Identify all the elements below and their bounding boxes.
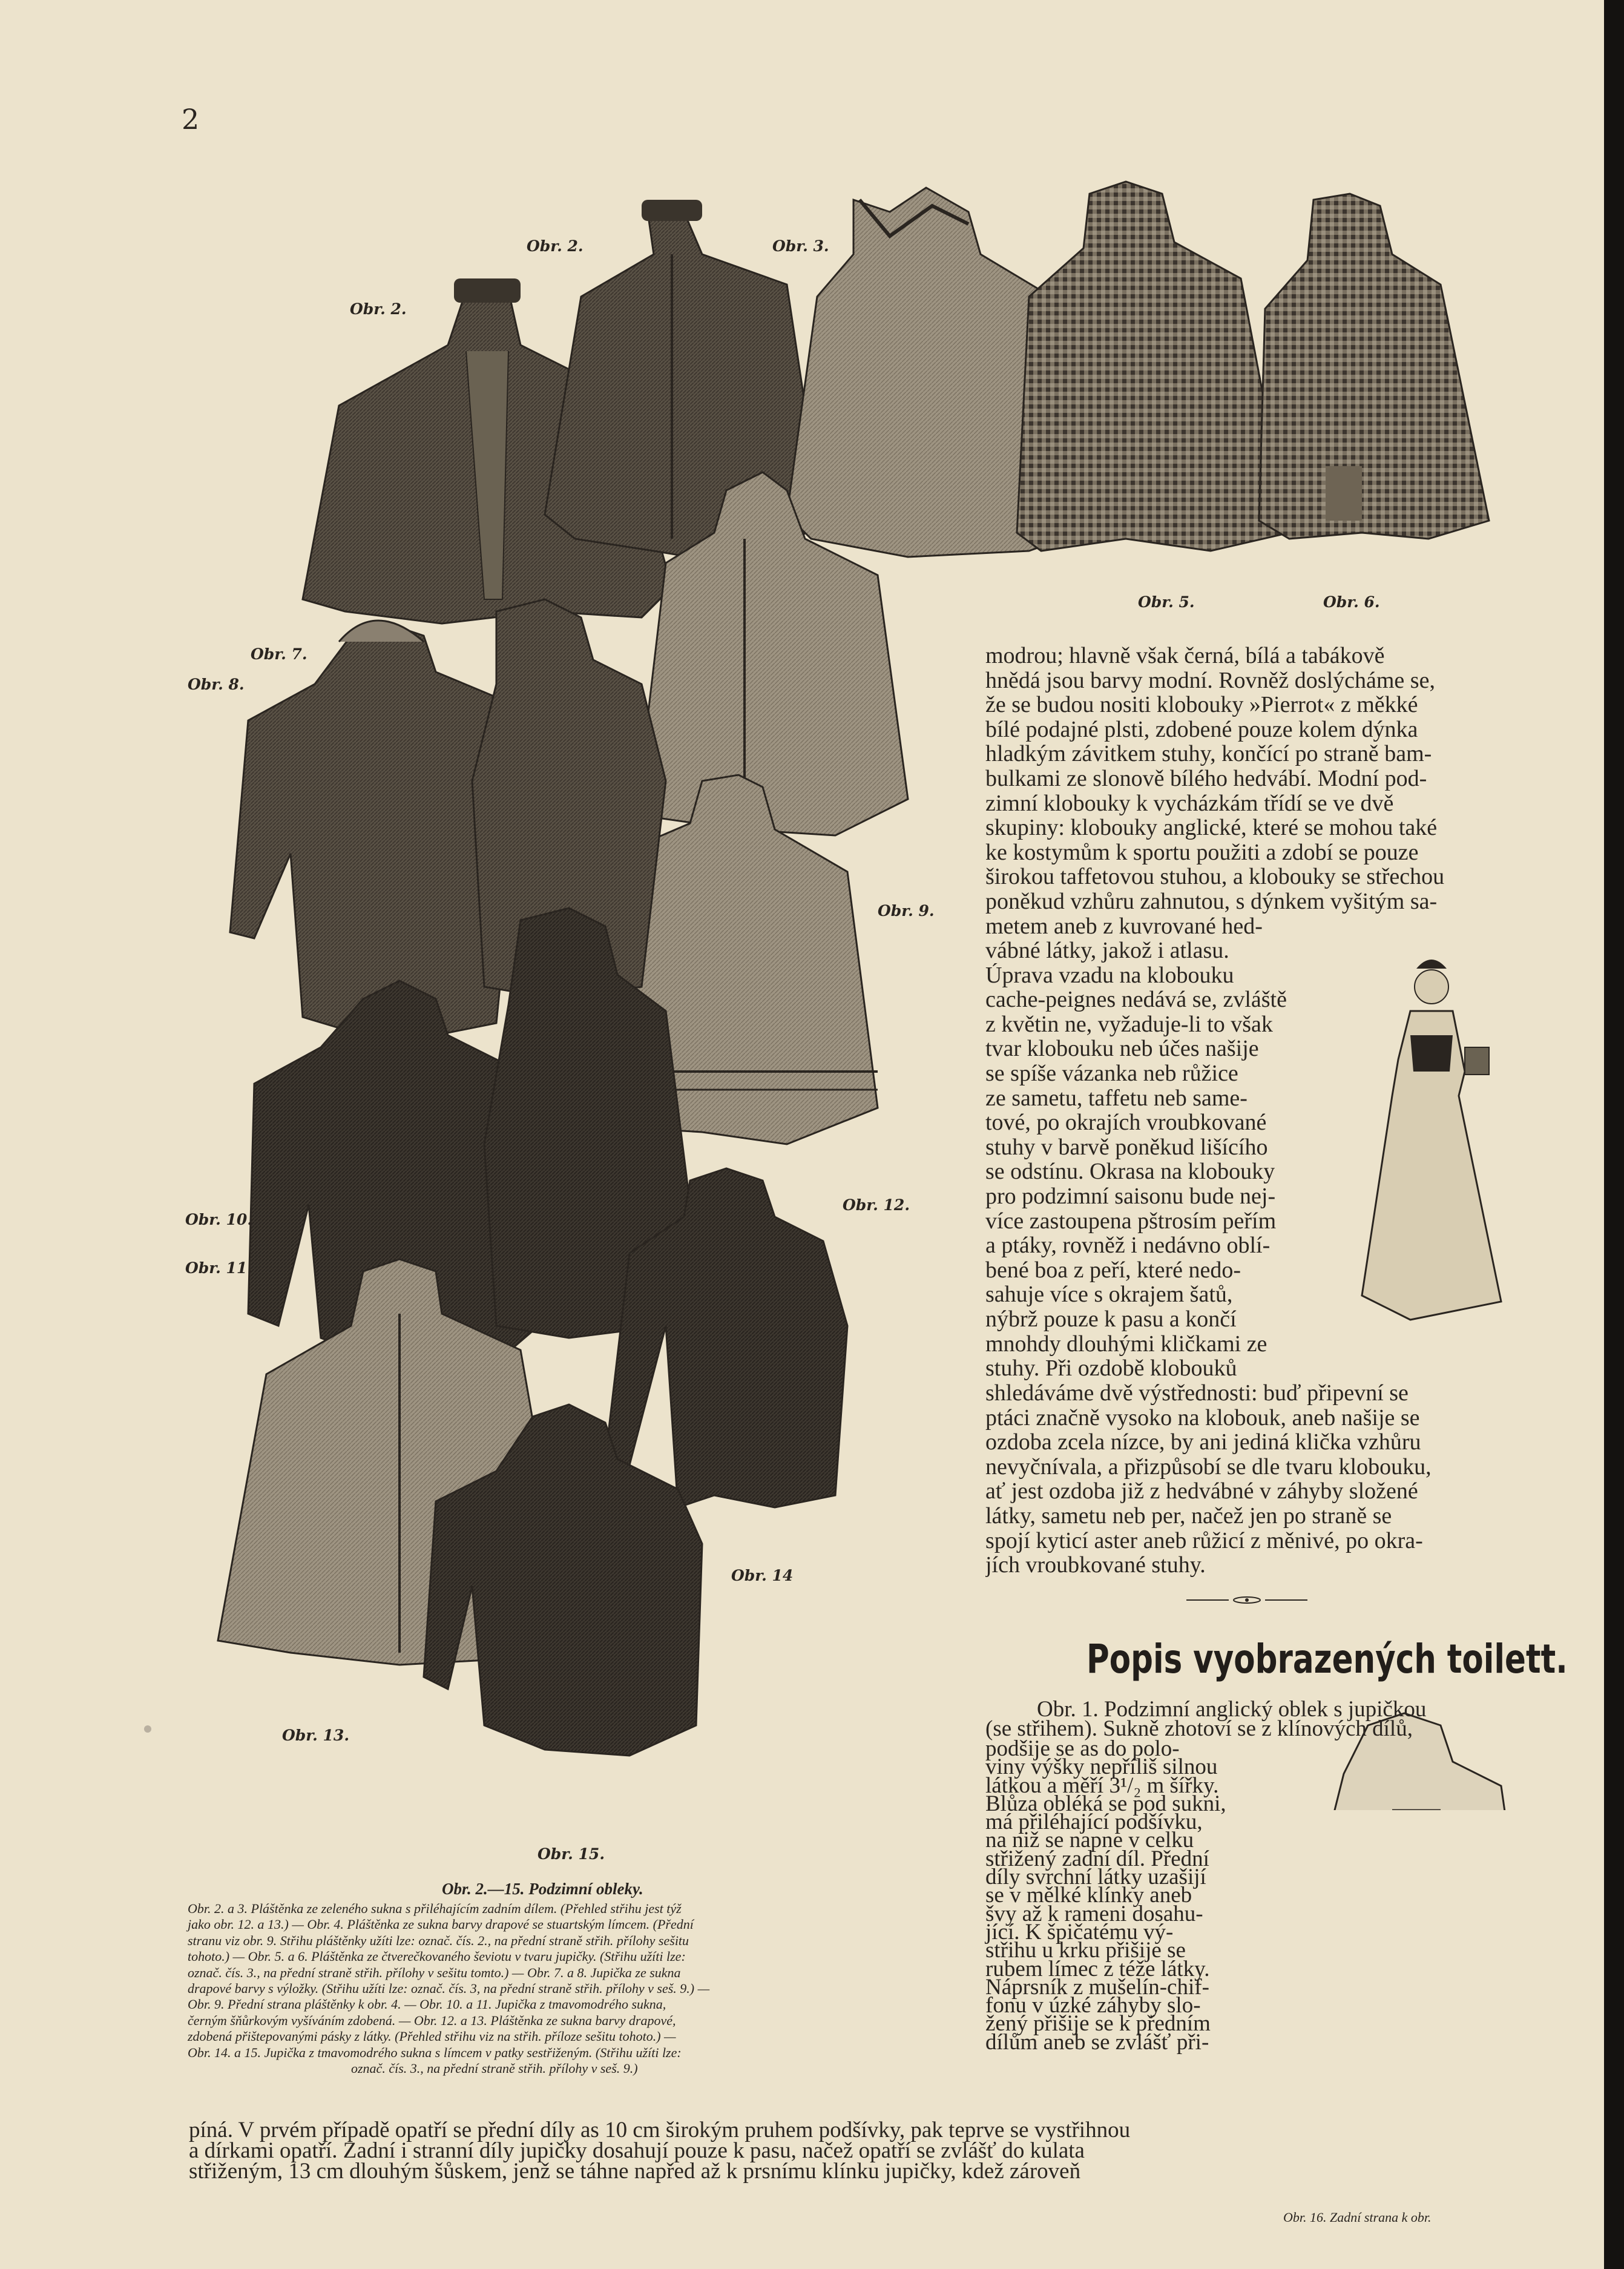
text-line: střihu u krku přišije se	[985, 1938, 1186, 1963]
text-line: a dírkami opatří. Zadní i stranní díly jupičky dosahují pouze k pasu, načež opatří se zvlášť do kulata	[189, 2138, 1085, 2163]
small-figure-caption: Obr. 16. Zadní strana k obr.	[1283, 2210, 1432, 2225]
text-line: podšije se as do polo-	[985, 1736, 1180, 1761]
text-line: Náprsník z mušelín-chif-	[985, 1974, 1209, 2000]
text-line: Blůza obléká se pod sukni,	[985, 1791, 1226, 1816]
text-line: (se střihem). Sukně zhotoví se z klínových dílů,	[985, 1716, 1413, 1741]
text-line: švy až k rameni dosahu-	[985, 1901, 1203, 1926]
text-line: tvar klobouku neb účes našije	[985, 1036, 1259, 1061]
text-line: vábné látky, jakož i atlasu.	[985, 938, 1229, 963]
text-line: střižený zadní díl. Přední	[985, 1846, 1209, 1871]
text-line: skupiny: klobouky anglické, které se mohou také	[985, 815, 1438, 840]
text-line: hladkým závitkem stuhy, končící po straně bam-	[985, 742, 1432, 766]
text-line: Úprava vzadu na klobouku	[985, 963, 1234, 988]
legend-line: jako obr. 12. a 13.) — Obr. 4. Pláštěnka ze sukna barvy drapové se stuartským límcem. (Přední	[188, 1917, 694, 1932]
label-obr-2a: Obr. 2.	[527, 237, 584, 255]
label-obr-15: Obr. 15.	[537, 1845, 605, 1863]
label-obr-7: Obr. 7.	[251, 645, 307, 663]
text-line: se odstínu. Okrasa na klobouky	[985, 1159, 1275, 1184]
text-line: viny výšky nepříliš silnou	[985, 1754, 1218, 1780]
label-obr-12: Obr. 12.	[843, 1196, 910, 1214]
text-line: jích vroubkované stuhy.	[985, 1553, 1206, 1578]
legend-line: zdobená přištepovanými pásky z látky. (Přehled střihu viz na střih. příloze sešitu tohoto.) —	[188, 2029, 676, 2044]
text-line: Obr. 1. Podzimní anglický oblek s jupičkou	[1037, 1697, 1427, 1722]
text-line: stuhy v barvě poněkud lišícího	[985, 1134, 1268, 1160]
legend-line: černým šňůrkovým vyšíváním zdobená. — Obr. 12. a 13. Pláštěnka ze sukna barvy drapové,	[188, 2012, 676, 2028]
legend-line: označ. čís. 3., na přední straně střih. přílohy v sešitu tomto.) — Obr. 7. a 8. Jupička ze sukna	[188, 1964, 681, 1980]
legend-line: drapové barvy s výložky. (Střihu užíti lze: označ. čís. 3, na přední straně střih. přílohy v seš. 9.) —	[188, 1981, 710, 1997]
text-line: stuhy. Při ozdobě klobouků	[985, 1356, 1237, 1381]
text-line: na niž se napne v celku	[985, 1828, 1194, 1853]
text-line: ať jest ozdoba již z hedvábné v záhyby složené	[985, 1479, 1418, 1504]
text-line: dílům aneb se zvlášť při-	[985, 2029, 1209, 2055]
legend-line: Obr. 9. Přední strana pláštěnky k obr. 4. — Obr. 10. a 11. Jupička z tmavomodrého sukna,	[188, 1997, 666, 2012]
label-obr-14: Obr. 14	[731, 1567, 794, 1584]
text-line: shledáváme dvě výstřednosti: buď připevní se	[985, 1381, 1409, 1406]
text-line: pro podzimní saisonu bude nej-	[985, 1184, 1276, 1209]
page-number: 2	[182, 103, 200, 136]
label-obr-11: Obr. 11.	[185, 1259, 253, 1277]
legend-line: označ. čís. 3., na přední straně střih. přílohy v seš. 9.)	[351, 2061, 638, 2076]
text-line: metem aneb z kuvrované hed-	[985, 914, 1263, 939]
label-obr-8: Obr. 8.	[188, 676, 245, 693]
text-line: ozdoba zcela nízce, by ani jediná klička vzhůru	[985, 1430, 1421, 1455]
text-line: žený přišije se k předním	[985, 2011, 1211, 2037]
text-line: a ptáky, rovněž i nedávno oblí-	[985, 1233, 1271, 1258]
article-text-narrow	[985, 938, 1349, 1381]
text-line: střiženým, 13 cm dlouhým šůskem, jenž se táhne napřed až k prsnímu klínku jupičky, kdež zároveň	[189, 2159, 1081, 2184]
text-line: poněkud vzhůru zahnutou, s dýnkem vyšitým sa-	[985, 889, 1438, 914]
label-obr-13: Obr. 13.	[282, 1727, 350, 1744]
text-line: díly svrchní látky uzašijí	[985, 1865, 1206, 1890]
label-obr-5: Obr. 5.	[1138, 593, 1195, 611]
garment-cape-obr6	[1259, 194, 1489, 539]
text-line: píná. V prvém případě opatří se přední díly as 10 cm širokým pruhem podšívky, pak teprve se vystřihnou	[189, 2118, 1131, 2142]
section-intro	[985, 1697, 1427, 1741]
figure-caption: Obr. 2.—15. Podzimní obleky.	[442, 1880, 643, 1898]
legend-line: Obr. 14. a 15. Jupička z tmavomodrého sukna s límcem v patky sestřiženým. (Střihu užíti lze:	[188, 2044, 682, 2060]
text-line: látkou a měří 3¹/₂ m šířky.	[985, 1773, 1219, 1798]
text-line: má přiléhající podšívku,	[985, 1810, 1203, 1835]
legend-line: Obr. 2. a 3. Pláštěnka ze zeleného sukna s přiléhajícím zadním dílem. (Přehled střihu jest týž	[188, 1901, 682, 1916]
text-line: cache-peignes nedává se, zvláště	[985, 987, 1287, 1012]
text-line: ptáci značně vysoko na klobouk, aneb našije se	[985, 1405, 1420, 1431]
text-line: spojí kyticí aster aneb růžicí z měnivé, po okra-	[985, 1528, 1423, 1553]
label-obr-3: Obr. 3.	[772, 237, 829, 255]
ornament-divider	[1186, 1595, 1307, 1605]
text-line: tové, po okrajích vroubkované	[985, 1110, 1267, 1135]
page-edge	[1604, 0, 1624, 2269]
text-line: bílé podajné plsti, zdobené pouze kolem dýnka	[985, 717, 1418, 742]
text-line: bené boa z peří, které nedo-	[985, 1257, 1241, 1283]
text-line: jící. K špičatému vý-	[985, 1919, 1174, 1945]
text-line: rubem límec z téže látky.	[985, 1956, 1210, 1981]
text-line: širokou taffetovou stuhou, a klobouky se střechou	[985, 864, 1445, 889]
garment-cape-obr5	[1017, 182, 1289, 551]
article-text-bottom	[985, 1381, 1512, 1578]
article-text-top	[985, 644, 1512, 938]
text-line: sahuje více s okrajem šatů,	[985, 1282, 1233, 1307]
text-line: že se budou nositi klobouky »Pierrot« z měkké	[985, 693, 1418, 717]
label-obr-6: Obr. 6.	[1323, 593, 1380, 611]
section-heading: Popis vyobrazených toilett.	[1087, 1636, 1568, 1682]
text-line: modrou; hlavně však černá, bílá a tabákově	[985, 644, 1385, 668]
text-line: bulkami ze slonově bílého hedvábí. Modní pod-	[985, 766, 1427, 791]
text-line: z květin ne, vyžaduje-li to však	[985, 1012, 1273, 1037]
text-line: hnědá jsou barvy modní. Rovněž doslýcháme se,	[985, 668, 1435, 693]
legend-line: tohoto.) — Obr. 5. a 6. Pláštěnka ze čtverečkovaného ševiotu v tvaru jupičky. (Střihu užíti lze:	[188, 1949, 686, 1964]
legend-line: stranu viz obr. 9. Střihu pláštěnky užíti lze: označ. čís. 2., na přední straně střih. přílohy sešitu	[188, 1932, 689, 1948]
bottom-text	[189, 2120, 1248, 2182]
paper-spot	[144, 1725, 151, 1733]
text-line: mnohdy dlouhými kličkami ze	[985, 1331, 1267, 1357]
text-line: zimní klobouky k vycházkám třídí se ve dvě	[985, 791, 1394, 816]
label-obr-2b: Obr. 2.	[350, 300, 407, 318]
section-text-narrow	[985, 1736, 1226, 2055]
text-line: se v mělké klínky aneb	[985, 1883, 1192, 1908]
text-line: fonu v úzké záhyby slo-	[985, 1993, 1201, 2018]
text-line: více zastoupena pštrosím peřím	[985, 1208, 1277, 1234]
text-line: ke kostymům k sportu použiti a zdobí se pouze	[985, 840, 1419, 865]
text-line: se spíše vázanka neb růžice	[985, 1061, 1238, 1086]
woman-illustration	[1362, 960, 1501, 1320]
label-obr-10: Obr. 10.	[185, 1211, 253, 1228]
text-line: nýbrž pouze k pasu a končí	[985, 1306, 1237, 1332]
text-line: ze sametu, taffetu neb same-	[985, 1085, 1248, 1111]
label-obr-9: Obr. 9.	[878, 902, 935, 920]
figure-legend	[188, 1901, 981, 2076]
text-line: látky, sametu neb per, načež jen po straně se	[985, 1503, 1392, 1529]
text-line: nevyčnívala, a přizpůsobí se dle tvaru klobouku,	[985, 1454, 1432, 1480]
